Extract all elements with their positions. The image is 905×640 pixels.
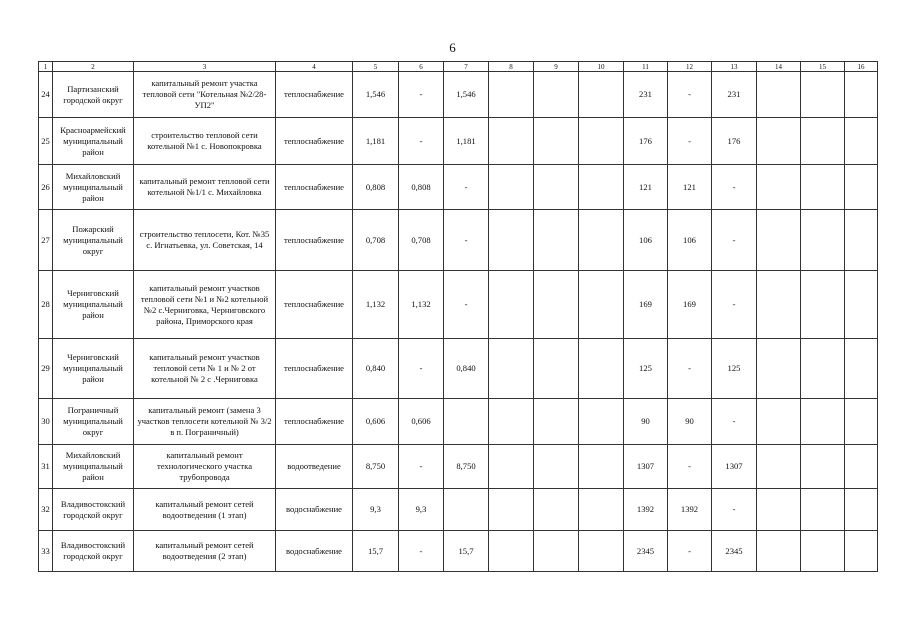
value-cell-7: - bbox=[444, 210, 489, 271]
header-cell: 3 bbox=[134, 62, 276, 72]
header-cell: 12 bbox=[668, 62, 712, 72]
value-cell-14 bbox=[757, 489, 801, 531]
row-number-cell: 32 bbox=[39, 489, 53, 531]
value-cell-12: 106 bbox=[668, 210, 712, 271]
value-cell-9 bbox=[534, 339, 579, 399]
value-cell-10 bbox=[579, 72, 624, 118]
value-cell-14 bbox=[757, 445, 801, 489]
value-cell-14 bbox=[757, 531, 801, 572]
description-cell: капитальный ремонт участка тепловой сети "Котельная №2/28-УП2" bbox=[134, 72, 276, 118]
value-cell-6: - bbox=[399, 531, 444, 572]
description-cell: строительство теплосети, Кот. №35 с. Игнатьевка, ул. Советская, 14 bbox=[134, 210, 276, 271]
header-cell: 5 bbox=[353, 62, 399, 72]
value-cell-5: 0,808 bbox=[353, 165, 399, 210]
value-cell-11: 2345 bbox=[624, 531, 668, 572]
value-cell-12: 1392 bbox=[668, 489, 712, 531]
municipality-cell: Пограничный муниципальный округ bbox=[53, 399, 134, 445]
value-cell-11: 1307 bbox=[624, 445, 668, 489]
value-cell-13: 176 bbox=[712, 118, 757, 165]
value-cell-15 bbox=[801, 531, 845, 572]
row-number-cell: 31 bbox=[39, 445, 53, 489]
row-number-cell: 26 bbox=[39, 165, 53, 210]
value-cell-10 bbox=[579, 339, 624, 399]
value-cell-8 bbox=[489, 531, 534, 572]
municipality-cell: Владивостокский городской округ bbox=[53, 489, 134, 531]
value-cell-7 bbox=[444, 399, 489, 445]
value-cell-5: 1,132 bbox=[353, 271, 399, 339]
value-cell-14 bbox=[757, 210, 801, 271]
value-cell-9 bbox=[534, 531, 579, 572]
utility-type-cell: теплоснабжение bbox=[276, 72, 353, 118]
value-cell-9 bbox=[534, 72, 579, 118]
utility-type-cell: теплоснабжение bbox=[276, 165, 353, 210]
value-cell-16 bbox=[845, 339, 878, 399]
value-cell-7: 15,7 bbox=[444, 531, 489, 572]
value-cell-13: - bbox=[712, 399, 757, 445]
value-cell-15 bbox=[801, 72, 845, 118]
value-cell-6: - bbox=[399, 72, 444, 118]
utility-type-cell: теплоснабжение bbox=[276, 210, 353, 271]
description-cell: капитальный ремонт сетей водоотведения (2 этап) bbox=[134, 531, 276, 572]
utility-type-cell: водоотведение bbox=[276, 445, 353, 489]
value-cell-13: 2345 bbox=[712, 531, 757, 572]
description-cell: капитальный ремонт участков тепловой сети №1 и №2 котельной №2 с.Черниговка, Черниговского района, Приморского края bbox=[134, 271, 276, 339]
value-cell-6: 0,708 bbox=[399, 210, 444, 271]
header-cell: 10 bbox=[579, 62, 624, 72]
value-cell-15 bbox=[801, 118, 845, 165]
municipality-cell: Партизанский городской округ bbox=[53, 72, 134, 118]
municipality-cell: Черниговский муниципальный район bbox=[53, 271, 134, 339]
utility-type-cell: водоснабжение bbox=[276, 489, 353, 531]
row-number-cell: 25 bbox=[39, 118, 53, 165]
value-cell-11: 106 bbox=[624, 210, 668, 271]
value-cell-10 bbox=[579, 165, 624, 210]
value-cell-13: - bbox=[712, 210, 757, 271]
value-cell-12: - bbox=[668, 445, 712, 489]
value-cell-11: 231 bbox=[624, 72, 668, 118]
description-cell: капитальный ремонт сетей водоотведения (1 этап) bbox=[134, 489, 276, 531]
value-cell-7: 1,181 bbox=[444, 118, 489, 165]
table-row bbox=[39, 165, 878, 210]
row-number-cell: 29 bbox=[39, 339, 53, 399]
header-cell: 4 bbox=[276, 62, 353, 72]
header-cell: 7 bbox=[444, 62, 489, 72]
value-cell-16 bbox=[845, 399, 878, 445]
header-cell: 1 bbox=[39, 62, 53, 72]
header-cell: 11 bbox=[624, 62, 668, 72]
header-cell: 13 bbox=[712, 62, 757, 72]
value-cell-8 bbox=[489, 210, 534, 271]
value-cell-8 bbox=[489, 72, 534, 118]
value-cell-9 bbox=[534, 445, 579, 489]
utility-type-cell: водоснабжение bbox=[276, 531, 353, 572]
row-number-cell: 24 bbox=[39, 72, 53, 118]
value-cell-7 bbox=[444, 489, 489, 531]
description-cell: капитальный ремонт (замена 3 участков теплосети котельной № 3/2 в п. Пограничный) bbox=[134, 399, 276, 445]
value-cell-5: 1,546 bbox=[353, 72, 399, 118]
value-cell-16 bbox=[845, 118, 878, 165]
value-cell-6: 1,132 bbox=[399, 271, 444, 339]
value-cell-9 bbox=[534, 399, 579, 445]
value-cell-10 bbox=[579, 210, 624, 271]
value-cell-8 bbox=[489, 339, 534, 399]
value-cell-15 bbox=[801, 399, 845, 445]
value-cell-16 bbox=[845, 210, 878, 271]
utility-type-cell: теплоснабжение bbox=[276, 399, 353, 445]
value-cell-10 bbox=[579, 531, 624, 572]
value-cell-12: - bbox=[668, 118, 712, 165]
value-cell-16 bbox=[845, 445, 878, 489]
value-cell-16 bbox=[845, 531, 878, 572]
value-cell-14 bbox=[757, 339, 801, 399]
value-cell-16 bbox=[845, 72, 878, 118]
value-cell-15 bbox=[801, 489, 845, 531]
value-cell-8 bbox=[489, 445, 534, 489]
utility-type-cell: теплоснабжение bbox=[276, 339, 353, 399]
value-cell-9 bbox=[534, 165, 579, 210]
projects-table bbox=[38, 61, 878, 572]
municipality-cell: Черниговский муниципальный район bbox=[53, 339, 134, 399]
value-cell-5: 1,181 bbox=[353, 118, 399, 165]
value-cell-5: 0,708 bbox=[353, 210, 399, 271]
value-cell-12: 121 bbox=[668, 165, 712, 210]
value-cell-13: 125 bbox=[712, 339, 757, 399]
value-cell-12: - bbox=[668, 72, 712, 118]
value-cell-11: 125 bbox=[624, 339, 668, 399]
value-cell-15 bbox=[801, 210, 845, 271]
municipality-cell: Владивостокский городской округ bbox=[53, 531, 134, 572]
value-cell-12: 90 bbox=[668, 399, 712, 445]
table-row bbox=[39, 445, 878, 489]
value-cell-11: 169 bbox=[624, 271, 668, 339]
table-row bbox=[39, 271, 878, 339]
table-row bbox=[39, 118, 878, 165]
municipality-cell: Михайловский муниципальный район bbox=[53, 445, 134, 489]
header-cell: 2 bbox=[53, 62, 134, 72]
value-cell-6: - bbox=[399, 445, 444, 489]
description-cell: капитальный ремонт участков тепловой сети № 1 и № 2 от котельной № 2 с .Черниговка bbox=[134, 339, 276, 399]
value-cell-14 bbox=[757, 165, 801, 210]
value-cell-16 bbox=[845, 165, 878, 210]
value-cell-9 bbox=[534, 271, 579, 339]
value-cell-9 bbox=[534, 210, 579, 271]
value-cell-5: 8,750 bbox=[353, 445, 399, 489]
value-cell-8 bbox=[489, 165, 534, 210]
value-cell-7: 0,840 bbox=[444, 339, 489, 399]
value-cell-13: - bbox=[712, 271, 757, 339]
value-cell-10 bbox=[579, 271, 624, 339]
value-cell-7: 8,750 bbox=[444, 445, 489, 489]
value-cell-15 bbox=[801, 271, 845, 339]
value-cell-8 bbox=[489, 399, 534, 445]
value-cell-7: - bbox=[444, 165, 489, 210]
value-cell-11: 176 bbox=[624, 118, 668, 165]
header-cell: 14 bbox=[757, 62, 801, 72]
value-cell-6: 9,3 bbox=[399, 489, 444, 531]
value-cell-12: 169 bbox=[668, 271, 712, 339]
value-cell-15 bbox=[801, 445, 845, 489]
municipality-cell: Пожарский муниципальный округ bbox=[53, 210, 134, 271]
value-cell-14 bbox=[757, 399, 801, 445]
header-row bbox=[39, 62, 878, 72]
value-cell-6: - bbox=[399, 339, 444, 399]
value-cell-15 bbox=[801, 339, 845, 399]
value-cell-13: - bbox=[712, 165, 757, 210]
value-cell-6: 0,808 bbox=[399, 165, 444, 210]
header-cell: 6 bbox=[399, 62, 444, 72]
description-cell: капитальный ремонт технологического участка трубопровода bbox=[134, 445, 276, 489]
value-cell-8 bbox=[489, 489, 534, 531]
value-cell-7: 1,546 bbox=[444, 72, 489, 118]
value-cell-9 bbox=[534, 118, 579, 165]
value-cell-7: - bbox=[444, 271, 489, 339]
table-row bbox=[39, 489, 878, 531]
row-number-cell: 30 bbox=[39, 399, 53, 445]
value-cell-10 bbox=[579, 118, 624, 165]
table-row bbox=[39, 339, 878, 399]
value-cell-5: 15,7 bbox=[353, 531, 399, 572]
value-cell-16 bbox=[845, 489, 878, 531]
value-cell-13: - bbox=[712, 489, 757, 531]
value-cell-12: - bbox=[668, 531, 712, 572]
municipality-cell: Михайловский муниципальный район bbox=[53, 165, 134, 210]
description-cell: строительство тепловой сети котельной №1 с. Новопокровка bbox=[134, 118, 276, 165]
header-cell: 9 bbox=[534, 62, 579, 72]
value-cell-11: 121 bbox=[624, 165, 668, 210]
value-cell-10 bbox=[579, 489, 624, 531]
value-cell-14 bbox=[757, 118, 801, 165]
value-cell-10 bbox=[579, 445, 624, 489]
value-cell-5: 9,3 bbox=[353, 489, 399, 531]
description-cell: капитальный ремонт тепловой сети котельной №1/1 с. Михайловка bbox=[134, 165, 276, 210]
value-cell-11: 1392 bbox=[624, 489, 668, 531]
page-number: 6 bbox=[449, 40, 456, 55]
value-cell-12: - bbox=[668, 339, 712, 399]
row-number-cell: 27 bbox=[39, 210, 53, 271]
row-number-cell: 33 bbox=[39, 531, 53, 572]
header-cell: 16 bbox=[845, 62, 878, 72]
value-cell-10 bbox=[579, 399, 624, 445]
value-cell-5: 0,840 bbox=[353, 339, 399, 399]
table-row bbox=[39, 531, 878, 572]
value-cell-6: 0,606 bbox=[399, 399, 444, 445]
value-cell-13: 1307 bbox=[712, 445, 757, 489]
utility-type-cell: теплоснабжение bbox=[276, 271, 353, 339]
value-cell-8 bbox=[489, 118, 534, 165]
row-number-cell: 28 bbox=[39, 271, 53, 339]
value-cell-11: 90 bbox=[624, 399, 668, 445]
value-cell-15 bbox=[801, 165, 845, 210]
table-row bbox=[39, 72, 878, 118]
value-cell-14 bbox=[757, 72, 801, 118]
header-cell: 8 bbox=[489, 62, 534, 72]
table-row bbox=[39, 399, 878, 445]
value-cell-8 bbox=[489, 271, 534, 339]
value-cell-6: - bbox=[399, 118, 444, 165]
value-cell-5: 0,606 bbox=[353, 399, 399, 445]
table-row bbox=[39, 210, 878, 271]
value-cell-16 bbox=[845, 271, 878, 339]
value-cell-9 bbox=[534, 489, 579, 531]
value-cell-14 bbox=[757, 271, 801, 339]
value-cell-13: 231 bbox=[712, 72, 757, 118]
header-cell: 15 bbox=[801, 62, 845, 72]
utility-type-cell: теплоснабжение bbox=[276, 118, 353, 165]
municipality-cell: Красноармейский муниципальный район bbox=[53, 118, 134, 165]
